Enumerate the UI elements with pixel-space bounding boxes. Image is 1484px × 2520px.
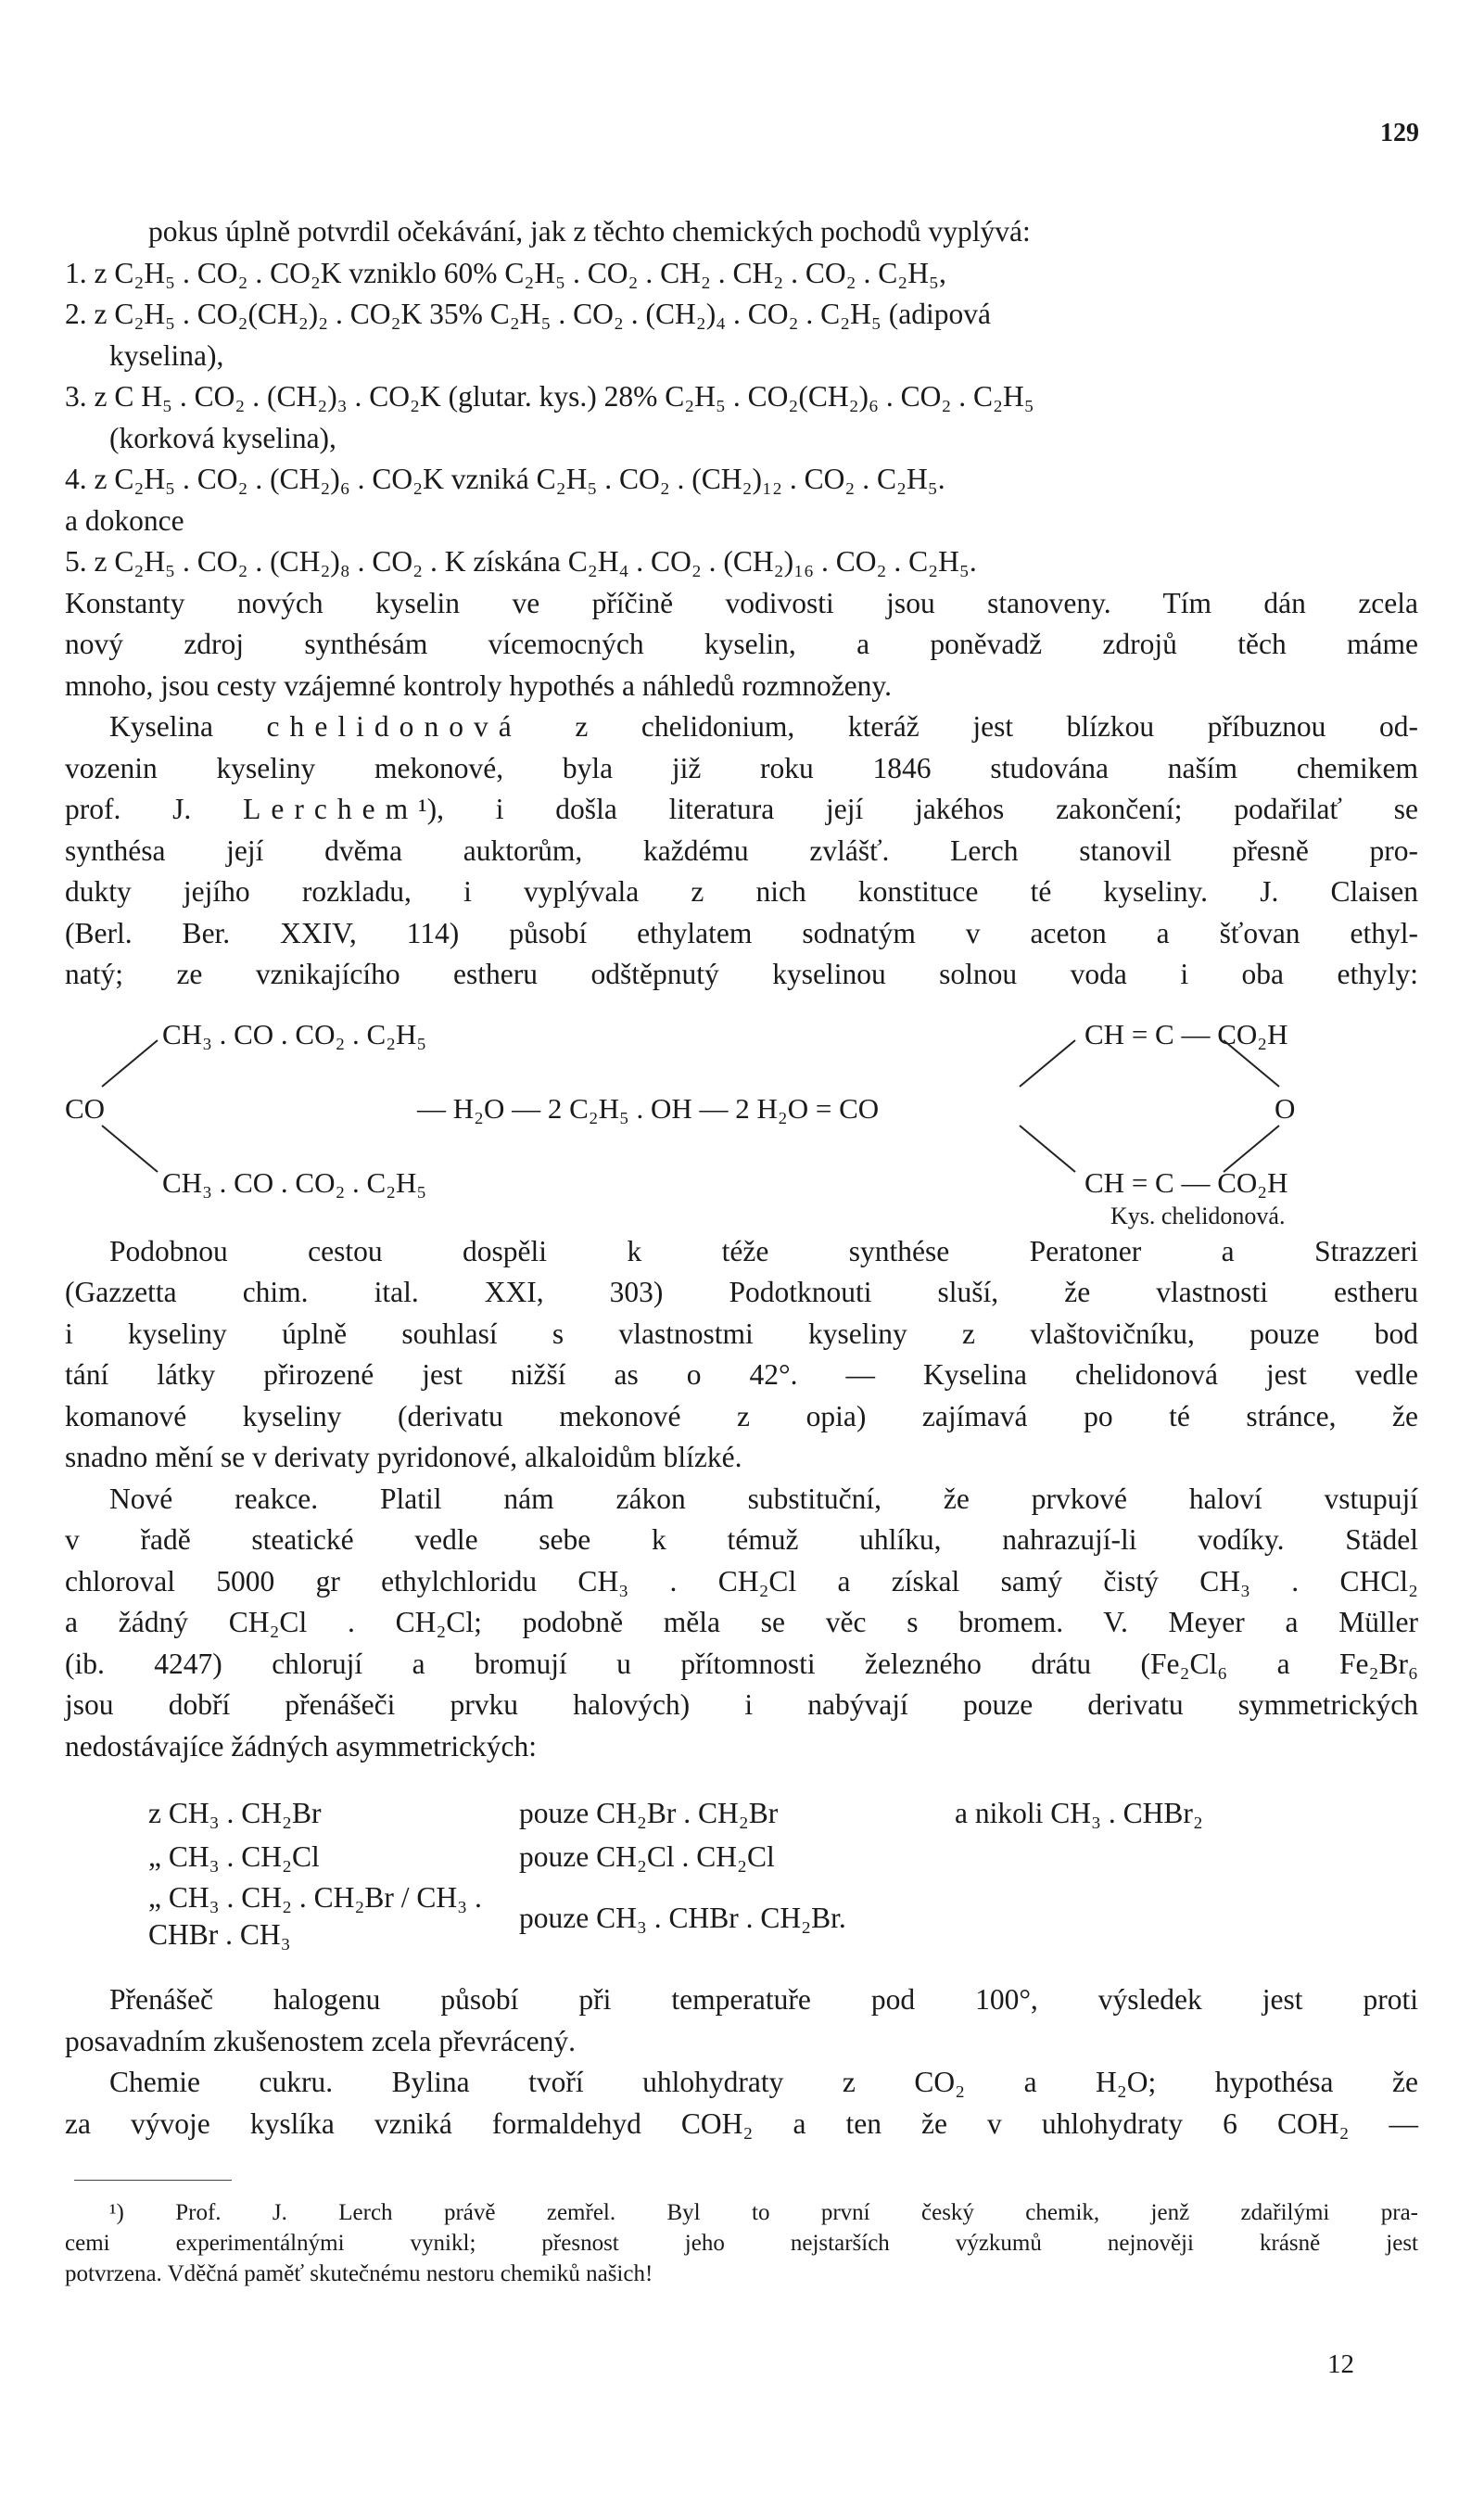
table-cell (955, 1837, 1418, 1878)
spaced-term: chelidonová (266, 710, 522, 743)
formula-mid-left: CO (65, 1091, 106, 1125)
paragraph-line: jsou dobří přenášeči prvku halových) i nabývají pouze derivatu symmetrických (65, 1688, 1418, 1721)
paragraph-line: vozenin kyseliny mekonové, byla již roku 1846 studována naším chemikem (65, 751, 1418, 784)
paragraph-chelidonic-acid (65, 706, 1418, 996)
paragraph-new-reactions (65, 1479, 1418, 1768)
text-run: z chelidonium, kteráž jest blízkou příbuznou od- (521, 710, 1418, 743)
table-cell: z CH₃ . CH₂Br (148, 1797, 322, 1829)
reaction-list (65, 253, 1418, 583)
paragraph-sugar-chemistry (65, 2062, 1418, 2145)
paragraph-line: snadno mění se v derivaty pyridonové, alkaloidům blízké. (65, 1441, 742, 1473)
table-cell: a nikoli CH₃ . CHBr₂ (955, 1797, 1203, 1829)
table-cell: pouze CH₃ . CHBr . CH₂Br. (519, 1902, 846, 1934)
reaction-5: 5. z C₂H₅ . CO₂ . (CH₂)₈ . CO₂ . K získána C₂H₄ . CO₂ . (CH₂)₁₆ . CO₂ . C₂H₅. (65, 545, 977, 578)
reaction-3-cont: (korková kyselina), (109, 421, 336, 454)
formula-bottom-right: CH = C — CO₂H (1084, 1165, 1288, 1199)
paragraph-line: tání látky přirozené jest nižší as o 42°. — Kyselina chelidonová jest vedle (65, 1358, 1418, 1391)
reaction-2: 2. z C₂H₅ . CO₂(CH₂)₂ . CO₂K 35% C₂H₅ . CO₂ . (CH₂)₄ . CO₂ . C₂H₅ (adipová (65, 298, 991, 330)
halogen-table (148, 1793, 1418, 1954)
spacer (65, 1954, 1418, 1979)
reaction-4: 4. z C₂H₅ . CO₂ . (CH₂)₆ . CO₂K vzniká C₂H₅ . CO₂ . (CH₂)₁₂ . CO₂ . C₂H₅. (65, 463, 945, 495)
text-run: ¹), i došla literatura její jakéhos zakončení; podařilať se (418, 793, 1418, 825)
paragraph-line: Chemie cukru. Bylina tvoří uhlohydraty z CO₂ a H₂O; hypothésa že (109, 2066, 1418, 2098)
formula-top-right: CH = C — CO₂H (1084, 1017, 1288, 1050)
paragraph-line: i kyseliny úplně souhlasí s vlastnostmi kyseliny z vlaštovičníku, pouze bod (65, 1317, 1418, 1350)
formula-caption: Kys. chelidonová. (1110, 1202, 1286, 1229)
paragraph-line: nedostávajíce žádných asymmetrických: (65, 1729, 538, 1763)
paragraph-line: (Berl. Ber. XXIV, 114) působí ethylatem sodnatým v aceton a šťovan ethyl- (65, 916, 1418, 949)
spaced-name: Lerchem (243, 793, 419, 825)
paragraph-halogen-carrier (65, 1979, 1418, 2062)
formula-mid-right: O (1275, 1091, 1296, 1125)
formula-bottom-left: CH₃ . CO . CO₂ . C₂H₅ (162, 1165, 427, 1199)
paragraph-line: Nové reakce. Platil nám zákon substituční, že prvkové haloví vstupují (109, 1482, 1418, 1515)
paragraph-line: mnoho, jsou cesty vzájemné kontroly hypothés a náhledů rozmnoženy. (65, 668, 892, 702)
paragraph-line: natý; ze vznikajícího estheru odštěpnutý kyselinou solnou voda i oba ethyly: (65, 958, 1418, 990)
paragraph-line: dukty jejího rozkladu, i vyplývala z nich konstituce té kyseliny. J. Claisen (65, 875, 1418, 908)
paragraph-line: a žádný CH₂Cl . CH₂Cl; podobně měla se věc s bromem. V. Meyer a Müller (65, 1606, 1418, 1638)
paragraph-line: za vývoje kyslíka vzniká formaldehyd COH₂ a ten že v uhlohydraty 6 COH₂ — (65, 2106, 1418, 2140)
paragraph-line: Přenášeč halogenu působí při temperatuře pod 100°, výsledek jest proti (109, 1983, 1418, 2016)
footnote-rule (74, 2180, 232, 2181)
table-cell: „ CH₃ . CH₂ . CH₂Br / CH₃ . CHBr . CH₃ (148, 1881, 482, 1951)
table-cell: pouze CH₂Cl . CH₂Cl (519, 1839, 775, 1873)
paragraph-line (65, 706, 1418, 748)
paragraph-synthesis (65, 1231, 1418, 1479)
page-number: 129 (1380, 119, 1419, 147)
paragraph-line: Konstanty nových kyselin ve příčině vodivosti jsou stanoveny. Tím dán zcela (65, 586, 1418, 619)
page-body (65, 211, 1418, 2289)
paragraph-line: chloroval 5000 gr ethylchloridu CH₃ . CH₂Cl a získal samý čistý CH₃ . CHCl₂ (65, 1564, 1418, 1597)
text-run: prof. J. (65, 793, 244, 825)
table-cell: „ CH₃ . CH₂Cl (148, 1839, 320, 1873)
footnote (65, 2197, 1418, 2289)
reaction-1: 1. z C₂H₅ . CO₂ . CO₂K vzniklo 60% C₂H₅ . CO₂ . CH₂ . CH₂ . CO₂ . C₂H₅, (65, 256, 946, 289)
paragraph-line (65, 789, 1418, 831)
intro-line: pokus úplně potvrdil očekávání, jak z těchto chemických pochodů vyplývá: (148, 215, 1031, 248)
paragraph-line: (ib. 4247) chlorují a bromují u přítomnosti železného drátu (Fe₂Cl₆ a Fe₂Br₆ (65, 1647, 1418, 1680)
spacer (65, 1767, 1418, 1793)
paragraph-line: nový zdroj synthésám vícemocných kyselin, a poněvadž zdrojů těch máme (65, 628, 1418, 660)
printer-signature: 12 (1327, 2349, 1354, 2379)
text-run: Kyselina (109, 710, 267, 743)
formula-middle: — H₂O — 2 C₂H₅ . OH — 2 H₂O = CO (417, 1091, 880, 1125)
chemical-formula (65, 996, 1418, 1229)
table-cell (955, 1879, 1418, 1954)
paragraph-line: synthésa její dvěma auktorům, každému zvlášť. Lerch stanovil přesně pro- (65, 834, 1418, 867)
table-cell: pouze CH₂Br . CH₂Br (519, 1797, 779, 1829)
paragraph-line: komanové kyseliny (derivatu mekonové z opia) zajímavá po té stránce, že (65, 1399, 1418, 1432)
paragraph-constants (65, 583, 1418, 707)
reaction-2-cont: kyselina), (109, 338, 224, 372)
reaction-3: 3. z C H₅ . CO₂ . (CH₂)₃ . CO₂K (glutar. kys.) 28% C₂H₅ . CO₂(CH₂)₆ . CO₂ . C₂H₅ (65, 380, 1034, 413)
footnote-line: ¹) Prof. J. Lerch právě zemřel. Byl to první český chemik, jenž zdařilými pra- (109, 2200, 1418, 2225)
formula-top-left: CH₃ . CO . CO₂ . C₂H₅ (162, 1017, 427, 1050)
footnote-line: potvrzena. Vděčná paměť skutečnému nestoru chemiků našich! (65, 2261, 653, 2286)
reaction-and-even: a dokonce (65, 503, 184, 537)
paragraph-line: Podobnou cestou dospěli k téže synthése Peratoner a Strazzeri (109, 1234, 1418, 1267)
footnote-line: cemi experimentálnými vynikl; přesnost jeho nejstarších výzkumů nejnověji krásně jest (65, 2231, 1418, 2256)
paragraph-line: (Gazzetta chim. ital. XXI, 303) Podotknouti sluší, že vlastnosti estheru (65, 1276, 1418, 1308)
paragraph-line: v řadě steatické vedle sebe k témuž uhlíku, nahrazují-li vodíky. Städel (65, 1523, 1418, 1556)
paragraph-line: posavadním zkušenostem zcela převrácený. (65, 2024, 577, 2057)
